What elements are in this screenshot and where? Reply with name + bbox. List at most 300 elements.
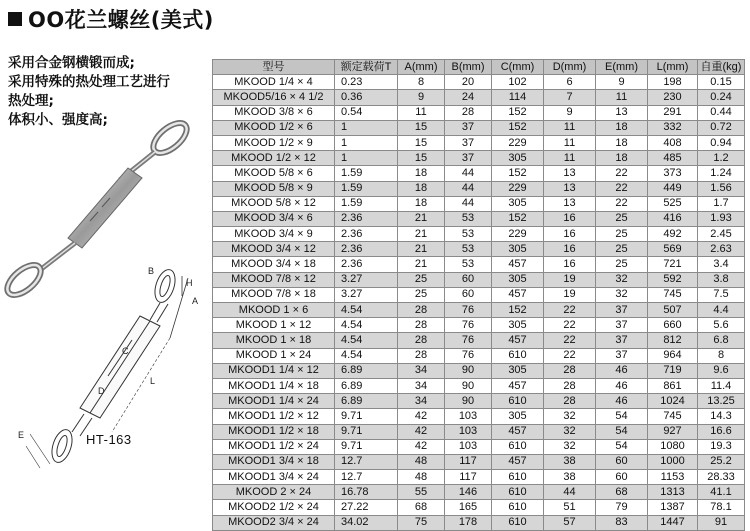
column-header: C(mm) — [492, 60, 544, 75]
table-cell: 37 — [445, 151, 492, 166]
table-cell: 9.71 — [335, 424, 398, 439]
table-cell: 32 — [544, 424, 596, 439]
table-cell: 11.4 — [698, 378, 745, 393]
dimension-letter: E — [18, 430, 25, 440]
table-row — [213, 272, 745, 287]
table-cell: 229 — [492, 181, 544, 196]
dimension-letter: L — [150, 376, 156, 386]
table-cell: 53 — [445, 211, 492, 226]
table-cell: 373 — [648, 166, 698, 181]
table-cell: 332 — [648, 120, 698, 135]
table-cell: 9 — [398, 90, 445, 105]
table-cell: 305 — [492, 196, 544, 211]
table-cell: 42 — [398, 424, 445, 439]
model-cell: MKOOD 5/8 × 12 — [213, 196, 335, 211]
model-cell: MKOOD1 1/2 × 12 — [213, 409, 335, 424]
model-cell: MKOOD1 1/4 × 18 — [213, 378, 335, 393]
table-row — [213, 485, 745, 500]
table-cell: 42 — [398, 409, 445, 424]
table-cell: 103 — [445, 409, 492, 424]
table-cell: 103 — [445, 439, 492, 454]
table-cell: 1 — [335, 120, 398, 135]
table-cell: 46 — [596, 363, 648, 378]
table-cell: 22 — [596, 166, 648, 181]
table-cell: 610 — [492, 394, 544, 409]
table-row — [213, 105, 745, 120]
table-cell: 11 — [544, 120, 596, 135]
table-cell: 114 — [492, 90, 544, 105]
table-row — [213, 500, 745, 515]
table-cell: 3.27 — [335, 287, 398, 302]
table-row — [213, 439, 745, 454]
table-cell: 305 — [492, 363, 544, 378]
table-cell: 9.6 — [698, 363, 745, 378]
table-cell: 4.54 — [335, 303, 398, 318]
table-cell: 60 — [445, 287, 492, 302]
table-cell: 117 — [445, 454, 492, 469]
table-cell: 8 — [698, 348, 745, 363]
table-cell: 37 — [596, 348, 648, 363]
table-cell: 408 — [648, 135, 698, 150]
table-cell: 152 — [492, 120, 544, 135]
table-cell: 13 — [544, 166, 596, 181]
table-cell: 91 — [698, 515, 745, 530]
model-cell: MKOOD1 1/4 × 24 — [213, 394, 335, 409]
model-cell: MKOOD 5/8 × 9 — [213, 181, 335, 196]
table-cell: 3.4 — [698, 257, 745, 272]
table-cell: 3.27 — [335, 272, 398, 287]
table-cell: 54 — [596, 409, 648, 424]
table-cell: 25.2 — [698, 454, 745, 469]
table-cell: 53 — [445, 257, 492, 272]
model-cell: MKOOD1 1/4 × 12 — [213, 363, 335, 378]
model-cell: MKOOD 1/2 × 6 — [213, 120, 335, 135]
column-header: 型号 — [213, 60, 335, 75]
table-cell: 76 — [445, 333, 492, 348]
table-cell: 22 — [596, 181, 648, 196]
table-cell: 305 — [492, 151, 544, 166]
turnbuckle-photo — [2, 117, 191, 300]
table-cell: 13 — [544, 181, 596, 196]
column-header: 自重(kg) — [698, 60, 745, 75]
table-cell: 610 — [492, 348, 544, 363]
table-cell: 745 — [648, 287, 698, 302]
table-row — [213, 90, 745, 105]
model-cell: MKOOD2 1/2 × 24 — [213, 500, 335, 515]
table-cell: 1.59 — [335, 181, 398, 196]
table-cell: 13 — [544, 196, 596, 211]
table-cell: 16 — [544, 242, 596, 257]
table-cell: 34 — [398, 394, 445, 409]
table-cell: 38 — [544, 470, 596, 485]
table-cell: 28 — [398, 303, 445, 318]
dimension-letter: C — [122, 346, 129, 356]
table-cell: 0.72 — [698, 120, 745, 135]
table-cell: 6 — [544, 75, 596, 90]
table-cell: 457 — [492, 424, 544, 439]
table-row — [213, 348, 745, 363]
table-cell: 1.24 — [698, 166, 745, 181]
table-row — [213, 470, 745, 485]
table-cell: 37 — [445, 120, 492, 135]
table-cell: 492 — [648, 227, 698, 242]
table-cell: 44 — [544, 485, 596, 500]
table-cell: 19.3 — [698, 439, 745, 454]
table-cell: 592 — [648, 272, 698, 287]
table-cell: 0.15 — [698, 75, 745, 90]
table-cell: 37 — [596, 318, 648, 333]
table-cell: 610 — [492, 500, 544, 515]
table-cell: 964 — [648, 348, 698, 363]
table-cell: 54 — [596, 439, 648, 454]
table-cell: 21 — [398, 257, 445, 272]
table-cell: 44 — [445, 196, 492, 211]
table-cell: 1387 — [648, 500, 698, 515]
model-cell: MKOOD1 1/2 × 18 — [213, 424, 335, 439]
table-row — [213, 75, 745, 90]
table-cell: 457 — [492, 378, 544, 393]
table-cell: 16.6 — [698, 424, 745, 439]
table-row — [213, 409, 745, 424]
table-cell: 25 — [596, 257, 648, 272]
table-cell: 1.59 — [335, 196, 398, 211]
table-cell: 25 — [596, 242, 648, 257]
table-cell: 76 — [445, 303, 492, 318]
table-cell: 68 — [398, 500, 445, 515]
table-cell: 9 — [596, 75, 648, 90]
table-cell: 152 — [492, 211, 544, 226]
table-row — [213, 181, 745, 196]
table-cell: 20 — [445, 75, 492, 90]
table-cell: 457 — [492, 454, 544, 469]
table-row — [213, 363, 745, 378]
table-cell: 457 — [492, 257, 544, 272]
table-cell: 11 — [544, 135, 596, 150]
table-cell: 4.4 — [698, 303, 745, 318]
table-row — [213, 242, 745, 257]
page-title — [8, 4, 214, 34]
model-cell: MKOOD2 3/4 × 24 — [213, 515, 335, 530]
table-cell: 7 — [544, 90, 596, 105]
table-cell: 152 — [492, 166, 544, 181]
model-cell: MKOOD 2 × 24 — [213, 485, 335, 500]
table-cell: 525 — [648, 196, 698, 211]
table-cell: 11 — [544, 151, 596, 166]
table-row — [213, 454, 745, 469]
column-header: L(mm) — [648, 60, 698, 75]
table-cell: 449 — [648, 181, 698, 196]
table-cell: 745 — [648, 409, 698, 424]
table-cell: 22 — [544, 318, 596, 333]
model-cell: MKOOD 1/4 × 4 — [213, 75, 335, 90]
table-cell: 21 — [398, 242, 445, 257]
table-cell: 60 — [445, 272, 492, 287]
model-cell: MKOOD 1 × 6 — [213, 303, 335, 318]
table-cell: 7.5 — [698, 287, 745, 302]
table-cell: 305 — [492, 409, 544, 424]
table-cell: 2.36 — [335, 211, 398, 226]
table-cell: 75 — [398, 515, 445, 530]
table-row — [213, 257, 745, 272]
model-cell: MKOOD 3/4 × 9 — [213, 227, 335, 242]
table-cell: 1313 — [648, 485, 698, 500]
model-cell: MKOOD 3/4 × 12 — [213, 242, 335, 257]
table-cell: 1.93 — [698, 211, 745, 226]
table-cell: 27.22 — [335, 500, 398, 515]
table-cell: 927 — [648, 424, 698, 439]
table-cell: 54 — [596, 424, 648, 439]
model-cell: MKOOD1 3/4 × 24 — [213, 470, 335, 485]
table-cell: 507 — [648, 303, 698, 318]
table-cell: 6.8 — [698, 333, 745, 348]
model-cell: MKOOD 1 × 24 — [213, 348, 335, 363]
table-row — [213, 166, 745, 181]
table-cell: 18 — [398, 166, 445, 181]
table-cell: 48 — [398, 454, 445, 469]
table-cell: 28 — [398, 348, 445, 363]
table-cell: 48 — [398, 470, 445, 485]
table-cell: 15 — [398, 151, 445, 166]
table-cell: 0.36 — [335, 90, 398, 105]
table-cell: 719 — [648, 363, 698, 378]
table-cell: 16 — [544, 227, 596, 242]
table-cell: 18 — [596, 135, 648, 150]
table-cell: 90 — [445, 363, 492, 378]
table-cell: 28 — [398, 318, 445, 333]
table-cell: 32 — [596, 287, 648, 302]
table-cell: 79 — [596, 500, 648, 515]
table-cell: 28 — [544, 394, 596, 409]
table-cell: 4.54 — [335, 318, 398, 333]
table-cell: 44 — [445, 166, 492, 181]
table-cell: 42 — [398, 439, 445, 454]
table-cell: 1447 — [648, 515, 698, 530]
table-cell: 15 — [398, 120, 445, 135]
table-cell: 12.7 — [335, 470, 398, 485]
table-cell: 416 — [648, 211, 698, 226]
table-cell: 18 — [596, 151, 648, 166]
table-cell: 569 — [648, 242, 698, 257]
model-cell: MKOOD 7/8 × 18 — [213, 287, 335, 302]
table-cell: 46 — [596, 394, 648, 409]
table-cell: 610 — [492, 470, 544, 485]
table-cell: 152 — [492, 105, 544, 120]
table-cell: 102 — [492, 75, 544, 90]
table-cell: 198 — [648, 75, 698, 90]
table-cell: 812 — [648, 333, 698, 348]
model-cell: MKOOD 1 × 12 — [213, 318, 335, 333]
table-cell: 230 — [648, 90, 698, 105]
table-cell: 21 — [398, 211, 445, 226]
table-cell: 5.6 — [698, 318, 745, 333]
spec-table — [212, 59, 745, 531]
table-cell: 16 — [544, 211, 596, 226]
table-cell: 28 — [445, 105, 492, 120]
column-header: B(mm) — [445, 60, 492, 75]
table-cell: 21 — [398, 227, 445, 242]
table-cell: 178 — [445, 515, 492, 530]
table-cell: 2.45 — [698, 227, 745, 242]
table-cell: 610 — [492, 485, 544, 500]
table-row — [213, 394, 745, 409]
table-cell: 38 — [544, 454, 596, 469]
table-row — [213, 303, 745, 318]
table-cell: 1024 — [648, 394, 698, 409]
table-cell: 146 — [445, 485, 492, 500]
table-cell: 6.89 — [335, 363, 398, 378]
figure-model-label: HT-163 — [86, 432, 132, 447]
description-line: 采用合金钢横锻而成; — [8, 55, 135, 71]
table-cell: 1000 — [648, 454, 698, 469]
table-cell: 22 — [544, 303, 596, 318]
table-cell: 11 — [596, 90, 648, 105]
dimension-letter: H — [186, 278, 193, 288]
table-cell: 1.56 — [698, 181, 745, 196]
model-cell: MKOOD 3/4 × 6 — [213, 211, 335, 226]
table-cell: 485 — [648, 151, 698, 166]
table-cell: 28 — [544, 378, 596, 393]
table-cell: 861 — [648, 378, 698, 393]
table-cell: 0.54 — [335, 105, 398, 120]
model-cell: MKOOD5/16 × 4 1/2 — [213, 90, 335, 105]
table-cell: 60 — [596, 454, 648, 469]
table-cell: 34 — [398, 378, 445, 393]
table-cell: 3.8 — [698, 272, 745, 287]
model-cell: MKOOD 1/2 × 9 — [213, 135, 335, 150]
table-cell: 1 — [335, 135, 398, 150]
table-cell: 0.24 — [698, 90, 745, 105]
dimension-letter: D — [98, 386, 105, 396]
table-cell: 90 — [445, 394, 492, 409]
table-cell: 117 — [445, 470, 492, 485]
table-cell: 1.2 — [698, 151, 745, 166]
table-cell: 0.94 — [698, 135, 745, 150]
table-cell: 22 — [596, 196, 648, 211]
table-cell: 22 — [544, 333, 596, 348]
table-cell: 610 — [492, 439, 544, 454]
table-header-row — [213, 60, 745, 75]
table-cell: 25 — [596, 211, 648, 226]
dimension-letter: B — [148, 266, 155, 276]
table-cell: 22 — [544, 348, 596, 363]
table-cell: 60 — [596, 470, 648, 485]
table-cell: 24 — [445, 90, 492, 105]
description-line: 热处理; — [8, 93, 54, 109]
table-cell: 0.44 — [698, 105, 745, 120]
table-cell: 28.33 — [698, 470, 745, 485]
table-cell: 44 — [445, 181, 492, 196]
description-line: 采用特殊的热处理工艺进行 — [8, 74, 170, 90]
table-cell: 610 — [492, 515, 544, 530]
table-cell: 78.1 — [698, 500, 745, 515]
column-header: E(mm) — [596, 60, 648, 75]
table-cell: 28 — [398, 333, 445, 348]
description-line: 体积小、强度高; — [8, 112, 108, 128]
table-cell: 6.89 — [335, 394, 398, 409]
table-cell: 41.1 — [698, 485, 745, 500]
table-cell: 305 — [492, 242, 544, 257]
table-cell: 229 — [492, 227, 544, 242]
table-cell: 37 — [596, 333, 648, 348]
table-cell: 1153 — [648, 470, 698, 485]
table-row — [213, 196, 745, 211]
table-cell: 25 — [398, 287, 445, 302]
table-cell: 165 — [445, 500, 492, 515]
table-cell: 1080 — [648, 439, 698, 454]
table-row — [213, 135, 745, 150]
table-cell: 660 — [648, 318, 698, 333]
model-cell: MKOOD1 3/4 × 18 — [213, 454, 335, 469]
table-cell: 2.36 — [335, 257, 398, 272]
table-cell: 32 — [544, 439, 596, 454]
column-header: 额定载荷T — [335, 60, 398, 75]
model-cell: MKOOD 1/2 × 12 — [213, 151, 335, 166]
table-cell: 2.36 — [335, 242, 398, 257]
table-row — [213, 333, 745, 348]
table-cell: 4.54 — [335, 348, 398, 363]
table-cell: 37 — [445, 135, 492, 150]
title-text: OO花兰螺丝(美式) — [28, 8, 214, 32]
table-cell: 0.23 — [335, 75, 398, 90]
table-body — [213, 75, 745, 531]
table-cell: 32 — [544, 409, 596, 424]
model-cell: MKOOD 5/8 × 6 — [213, 166, 335, 181]
table-row — [213, 318, 745, 333]
table-cell: 90 — [445, 378, 492, 393]
table-cell: 25 — [398, 272, 445, 287]
table-cell: 14.3 — [698, 409, 745, 424]
table-cell: 1 — [335, 151, 398, 166]
table-cell: 37 — [596, 303, 648, 318]
table-cell: 68 — [596, 485, 648, 500]
table-cell: 11 — [398, 105, 445, 120]
table-cell: 57 — [544, 515, 596, 530]
table-cell: 9.71 — [335, 439, 398, 454]
table-cell: 19 — [544, 272, 596, 287]
table-cell: 32 — [596, 272, 648, 287]
table-cell: 18 — [398, 181, 445, 196]
table-cell: 4.54 — [335, 333, 398, 348]
table-cell: 152 — [492, 303, 544, 318]
table-cell: 9.71 — [335, 409, 398, 424]
table-cell: 103 — [445, 424, 492, 439]
table-cell: 9 — [544, 105, 596, 120]
model-cell: MKOOD 3/8 × 6 — [213, 105, 335, 120]
title-square-bullet — [8, 12, 22, 26]
table-row — [213, 424, 745, 439]
table-cell: 6.89 — [335, 378, 398, 393]
table-cell: 55 — [398, 485, 445, 500]
table-cell: 19 — [544, 287, 596, 302]
table-cell: 53 — [445, 227, 492, 242]
table-cell: 1.59 — [335, 166, 398, 181]
table-row — [213, 378, 745, 393]
table-cell: 457 — [492, 333, 544, 348]
table-cell: 291 — [648, 105, 698, 120]
table-cell: 457 — [492, 287, 544, 302]
table-cell: 15 — [398, 135, 445, 150]
table-cell: 53 — [445, 242, 492, 257]
table-cell: 2.63 — [698, 242, 745, 257]
table-cell: 2.36 — [335, 227, 398, 242]
table-row — [213, 287, 745, 302]
table-cell: 28 — [544, 363, 596, 378]
table-cell: 16.78 — [335, 485, 398, 500]
table-cell: 305 — [492, 272, 544, 287]
table-cell: 13 — [596, 105, 648, 120]
table-cell: 305 — [492, 318, 544, 333]
model-cell: MKOOD 1 × 18 — [213, 333, 335, 348]
